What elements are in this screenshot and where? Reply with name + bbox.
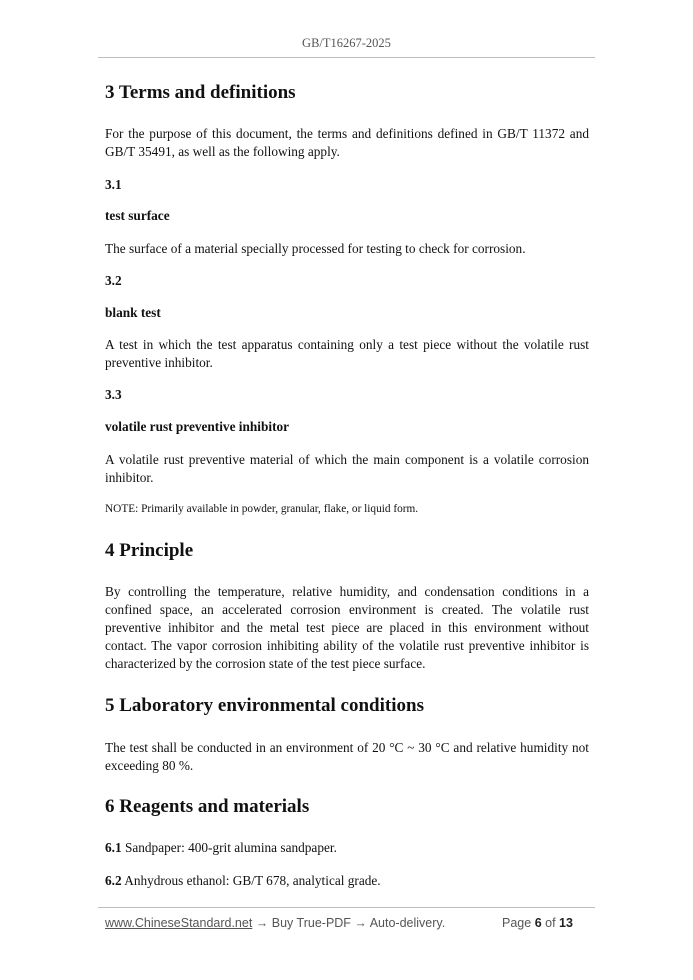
section-4-heading: 4 Principle: [105, 540, 194, 561]
clause-3-1-number: 3.1: [105, 177, 122, 192]
clause-3-3-term: volatile rust preventive inhibitor: [105, 419, 290, 434]
section-6-heading: 6 Reagents and materials: [105, 796, 310, 817]
total-pages-number: 13: [559, 916, 573, 930]
header-divider: [98, 57, 595, 58]
clause-6-1-text: Sandpaper: 400-grit alumina sandpaper.: [124, 840, 337, 855]
website-link[interactable]: www.ChineseStandard.net: [105, 916, 253, 930]
page-indicator: [502, 916, 573, 930]
clause-3-2-term: blank test: [105, 305, 161, 320]
section-3-intro: For the purpose of this document, the terms and definitions defined in GB/T 11372 and GB/T 35491, as well as the following apply.: [105, 126, 589, 159]
clause-3-3-definition: A volatile rust preventive material of which the main component is a volatile corrosion inhibitor.: [105, 452, 589, 485]
clause-6-2-number: 6.2: [105, 873, 122, 888]
clause-6-1-number: 6.1: [105, 840, 122, 855]
page-label: Page: [502, 916, 532, 930]
clause-3-1-definition: The surface of a material specially processed for testing to check for corrosion.: [105, 241, 526, 256]
clause-3-1-term: test surface: [105, 208, 170, 223]
footer-promo: [105, 916, 445, 930]
clause-3-2-number: 3.2: [105, 273, 122, 288]
clause-6-1: [105, 839, 589, 857]
footer-divider: [98, 907, 595, 908]
clause-6-2: [105, 872, 589, 890]
current-page-number: 6: [534, 916, 542, 930]
document-code-header: GB/T16267-2025: [302, 36, 391, 50]
clause-6-2-text: Anhydrous ethanol: GB/T 678, analytical grade.: [124, 873, 381, 888]
footer-tagline: → Buy True-PDF → Auto-delivery.: [252, 916, 446, 930]
section-3-heading: 3 Terms and definitions: [105, 82, 296, 103]
section-4-body: By controlling the temperature, relative humidity, and condensation conditions in a confined space, an accelerated corrosion environment is created. The volatile rust preventive inhibitor and the metal test piece are placed in this environment without contact. The vapor corrosion inhibiting ability of the volatile rust preventive inhibitor is characterized by the corrosion state of the test piece surface.: [105, 584, 589, 671]
page-of-label: of: [545, 916, 556, 930]
section-5-heading: 5 Laboratory environmental conditions: [105, 695, 424, 716]
section-5-body: The test shall be conducted in an environment of 20 °C ~ 30 °C and relative humidity not exceeding 80 %.: [105, 740, 589, 773]
clause-3-3-number: 3.3: [105, 387, 122, 402]
clause-3-3-note: NOTE: Primarily available in powder, granular, flake, or liquid form.: [105, 503, 419, 515]
clause-3-2-definition: A test in which the test apparatus containing only a test piece without the volatile rust preventive inhibitor.: [105, 337, 589, 370]
